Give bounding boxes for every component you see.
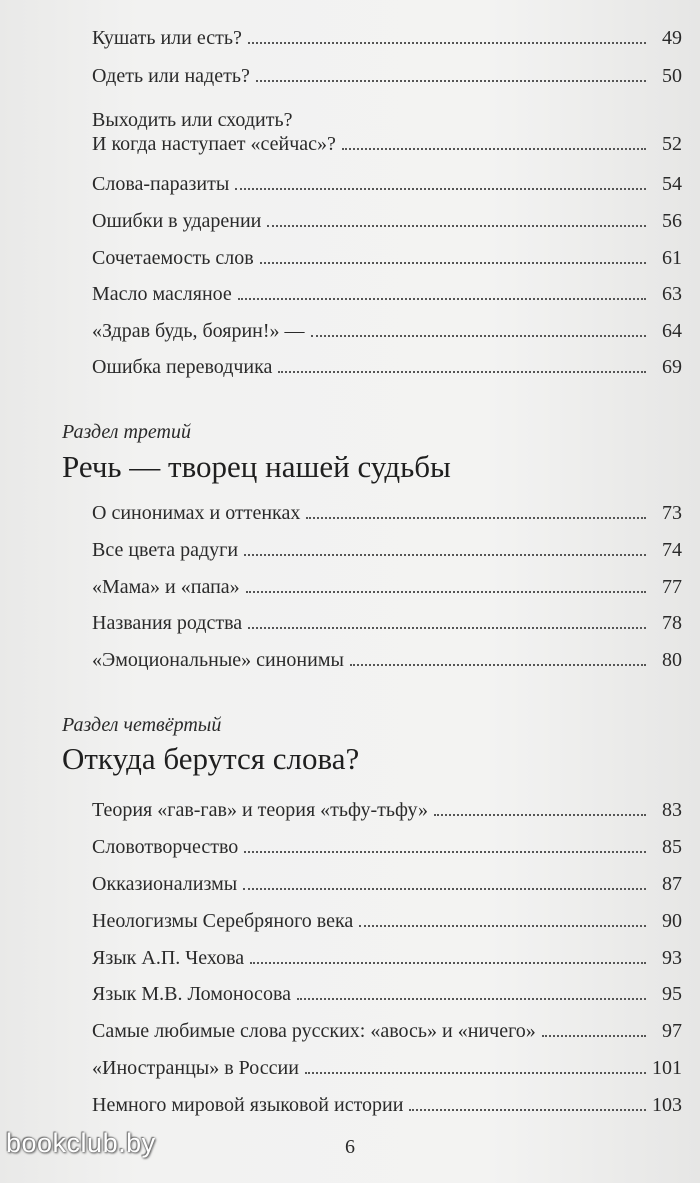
dot-leader <box>305 1072 646 1074</box>
toc-entry[interactable] <box>92 1050 682 1080</box>
page-number: 6 <box>345 1136 355 1158</box>
toc-entry-page: 97 <box>662 1020 682 1042</box>
toc-entry-page: 74 <box>662 539 682 561</box>
dot-leader <box>267 225 646 227</box>
toc-entry[interactable] <box>92 100 682 156</box>
toc-entry-title: Названия родства <box>92 612 243 634</box>
dot-leader <box>235 188 646 190</box>
toc-entry-page: 95 <box>662 983 682 1005</box>
dot-leader <box>342 148 646 150</box>
dot-leader <box>248 627 646 629</box>
toc-entry-page: 54 <box>662 173 682 195</box>
dot-leader <box>306 517 646 519</box>
toc-entry-page: 52 <box>662 133 682 155</box>
toc-entry-title: Масло масляное <box>92 283 232 305</box>
toc-entry-page: 69 <box>662 356 682 378</box>
dot-leader <box>244 851 646 853</box>
toc-entry[interactable] <box>92 569 682 599</box>
toc-entry[interactable] <box>92 240 682 270</box>
toc-entry-title: Теория «гав-гав» и теория «тьфу-тьфу» <box>92 799 428 821</box>
dot-leader <box>359 925 646 927</box>
toc-entry-page: 78 <box>662 612 682 634</box>
toc-entry-title: Все цвета радуги <box>92 539 239 561</box>
toc-entry-title: Окказионализмы <box>92 873 238 895</box>
watermark: bookclub.by <box>6 1128 156 1158</box>
toc-entry-title: Сочетаемость слов <box>92 247 254 269</box>
toc-entry[interactable] <box>92 349 682 379</box>
dot-leader <box>250 962 646 964</box>
toc-entry-title-line2: И когда наступает «сейчас»? <box>92 133 336 155</box>
toc-entry-page: 77 <box>662 576 682 598</box>
toc-entry-title: Язык А.П. Чехова <box>92 947 245 969</box>
toc-entry-page: 90 <box>662 910 682 932</box>
toc-entry[interactable] <box>92 276 682 306</box>
section-title[interactable]: Откуда берутся слова? <box>62 741 360 776</box>
dot-leader <box>243 888 646 890</box>
toc-entry[interactable] <box>92 642 682 672</box>
dot-leader <box>409 1109 646 1111</box>
toc-entry-page: 83 <box>662 799 682 821</box>
toc-entry-title: Слова-паразиты <box>92 173 230 195</box>
toc-entry-page: 87 <box>662 873 682 895</box>
toc-entry-page: 80 <box>662 649 682 671</box>
dot-leader <box>434 814 646 816</box>
toc-entry[interactable] <box>92 976 682 1006</box>
toc-entry-title: «Иностранцы» в России <box>92 1057 299 1079</box>
toc-entry[interactable] <box>92 203 682 233</box>
toc-entry-page: 85 <box>662 836 682 858</box>
toc-entry-title <box>92 108 336 156</box>
toc-entry-page: 73 <box>662 502 682 524</box>
toc-entry[interactable] <box>92 1087 682 1117</box>
toc-entry-page: 93 <box>662 947 682 969</box>
toc-entry-page: 64 <box>662 320 682 342</box>
section-title[interactable]: Речь — творец нашей судьбы <box>62 449 451 484</box>
toc-entry-page: 50 <box>662 65 682 87</box>
toc-entry-title: «Мама» и «папа» <box>92 576 240 598</box>
dot-leader <box>238 298 646 300</box>
toc-entry[interactable] <box>92 792 682 822</box>
toc-entry[interactable] <box>92 532 682 562</box>
toc-entry-page: 63 <box>662 283 682 305</box>
dot-leader <box>297 998 646 1000</box>
dot-leader <box>542 1035 646 1037</box>
toc-entry-page: 56 <box>662 210 682 232</box>
toc-entry-title: Словотворчество <box>92 836 239 858</box>
toc-entry[interactable] <box>92 903 682 933</box>
toc-entry-title-line1: Выходить или сходить? <box>92 109 293 131</box>
toc-entry-title: Язык М.В. Ломоносова <box>92 983 291 1005</box>
dot-leader <box>278 371 646 373</box>
toc-entry-title: Самые любимые слова русских: «авось» и «ничего» <box>92 1020 536 1042</box>
toc-entry[interactable] <box>92 605 682 635</box>
toc-entry[interactable] <box>92 166 682 196</box>
toc-entry-title: Немного мировой языковой истории <box>92 1094 404 1116</box>
toc-entry-title: Кушать или есть? <box>92 27 242 49</box>
toc-entry-page: 61 <box>662 247 682 269</box>
toc-entry-title: Неологизмы Серебряного века <box>92 910 354 932</box>
dot-leader <box>260 262 646 264</box>
toc-entry-title: Одеть или надеть? <box>92 65 250 87</box>
dot-leader <box>248 42 646 44</box>
toc-entry[interactable] <box>92 940 682 970</box>
toc-entry-page: 103 <box>652 1094 682 1116</box>
toc-entry[interactable] <box>92 313 682 343</box>
dot-leader <box>244 554 646 556</box>
toc-entry[interactable] <box>92 20 682 50</box>
section-label: Раздел четвёртый <box>62 714 222 736</box>
toc-entry-title: О синонимах и оттенках <box>92 502 301 524</box>
dot-leader <box>350 664 646 666</box>
toc-entry-title: Ошибка переводчика <box>92 356 273 378</box>
section-label: Раздел третий <box>62 421 191 443</box>
toc-entry-title: «Здрав будь, боярин!» — <box>92 320 305 342</box>
toc-entry-title: «Эмоциональные» синонимы <box>92 649 344 671</box>
toc-entry-page: 101 <box>652 1057 682 1079</box>
toc-entry[interactable] <box>92 495 682 525</box>
toc-entry[interactable] <box>92 1013 682 1043</box>
toc-entry[interactable] <box>92 866 682 896</box>
toc-entry[interactable] <box>92 829 682 859</box>
dot-leader <box>246 591 646 593</box>
dot-leader <box>256 80 646 82</box>
toc-entry-title: Ошибки в ударении <box>92 210 262 232</box>
toc-entry-page: 49 <box>662 27 682 49</box>
dot-leader <box>311 335 646 337</box>
toc-entry[interactable] <box>92 58 682 88</box>
